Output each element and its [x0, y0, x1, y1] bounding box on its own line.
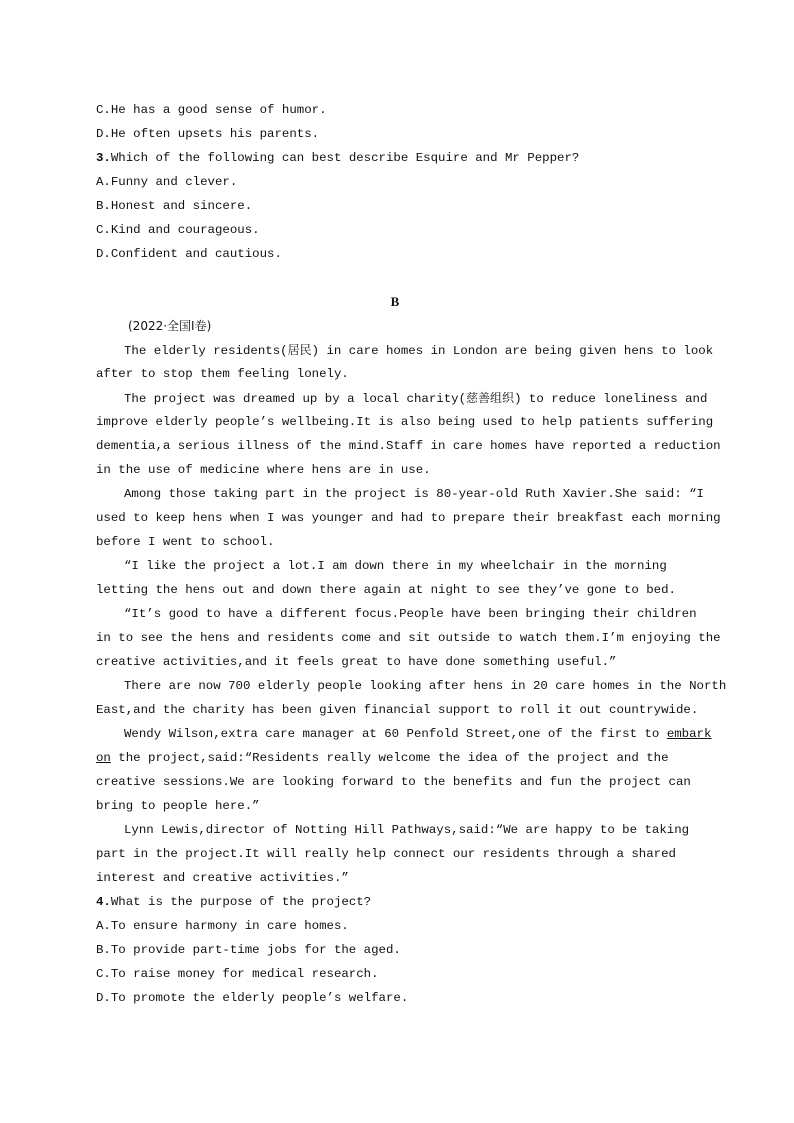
underlined-phrase: embark [666, 727, 712, 741]
paragraph-7-line-3: creative sessions.We are looking forward to the benefits and fun the project can [96, 775, 691, 789]
q4-stem: What is the purpose of the project? [110, 895, 372, 909]
underlined-phrase: on [96, 751, 111, 765]
text-span: the project,said:“Residents really welcome the idea of the project and the [110, 751, 669, 765]
paragraph-7-line-2 [96, 746, 694, 770]
paragraph-6-line-2: East,and the charity has been given financial support to roll it out countrywide. [96, 703, 699, 717]
paragraph-4-line-1: “I like the project a lot.I am down there in my wheelchair in the morning [124, 559, 667, 573]
paragraph-5-line-1: “It’s good to have a different focus.People have been bringing their children [124, 607, 697, 621]
paragraph-8-line-1: Lynn Lewis,director of Notting Hill Pathways,said:“We are happy to be taking [124, 823, 690, 837]
paragraph-1-line-1 [96, 338, 714, 362]
q4-option-d: D.To promote the elderly people’s welfare. [96, 991, 409, 1005]
q2-option-c: C.He has a good sense of humor. [96, 103, 327, 117]
paragraph-5-line-2: in to see the hens and residents come and sit outside to watch them.I’m enjoying the [96, 631, 721, 645]
text-span: ) to reduce loneliness and [514, 392, 708, 406]
q4-question [96, 890, 694, 914]
page-content [96, 98, 727, 1010]
q4-option-a: A.To ensure harmony in care homes. [96, 919, 349, 933]
section-title: B [390, 294, 400, 309]
paragraph-1-line-2: after to stop them feeling lonely. [96, 367, 349, 381]
paragraph-3-line-1: Among those taking part in the project is 80-year-old Ruth Xavier.She said: “I [124, 487, 704, 501]
q3-option-c: C.Kind and courageous. [96, 223, 260, 237]
q4-number: 4. [96, 895, 111, 909]
paragraph-2-line-3: dementia,a serious illness of the mind.Staff in care homes have reported a reduction [96, 439, 721, 453]
text-span: ) in care homes in London are being given hens to look [311, 344, 714, 358]
section-source [96, 314, 694, 338]
q3-number: 3. [96, 151, 111, 165]
paragraph-2-line-1 [96, 386, 708, 410]
paragraph-3-line-3: before I went to school. [96, 535, 275, 549]
q3-stem: Which of the following can best describe Esquire and Mr Pepper? [110, 151, 580, 165]
text-span: The project was dreamed up by a local charity( [124, 392, 467, 406]
source-label: (2022·全国Ⅰ卷) [128, 319, 212, 333]
paragraph-6-line-1: There are now 700 elderly people looking after hens in 20 care homes in the North [124, 679, 727, 693]
paragraph-7-line-1 [96, 722, 712, 746]
q2-option-d: D.He often upsets his parents. [96, 127, 320, 141]
paragraph-4-line-2: letting the hens out and down there again at night to see they’ve gone to bed. [96, 583, 676, 597]
q3-option-a: A.Funny and clever. [96, 175, 238, 189]
paragraph-5-line-3: creative activities,and it feels great to have done something useful.” [96, 655, 617, 669]
paragraph-2-line-4: in the use of medicine where hens are in use. [96, 463, 431, 477]
q4-option-b: B.To provide part-time jobs for the aged. [96, 943, 401, 957]
cjk-gloss: 慈善组织 [466, 391, 515, 405]
cjk-gloss: 居民 [287, 343, 312, 357]
q3-question [96, 146, 694, 170]
paragraph-2-line-2: improve elderly people’s wellbeing.It is also being used to help patients suffering [96, 415, 714, 429]
paragraph-7-line-4: bring to people here.” [96, 799, 260, 813]
q3-option-b: B.Honest and sincere. [96, 199, 253, 213]
q3-option-d: D.Confident and cautious. [96, 247, 282, 261]
paragraph-3-line-2: used to keep hens when I was younger and had to prepare their breakfast each morning [96, 511, 721, 525]
paragraph-8-line-2: part in the project.It will really help connect our residents through a shared [96, 847, 676, 861]
text-span: The elderly residents( [124, 344, 288, 358]
text-span: Wendy Wilson,extra care manager at 60 Penfold Street,one of the first to [124, 727, 667, 741]
paragraph-8-line-3: interest and creative activities.” [96, 871, 349, 885]
q4-option-c: C.To raise money for medical research. [96, 967, 379, 981]
